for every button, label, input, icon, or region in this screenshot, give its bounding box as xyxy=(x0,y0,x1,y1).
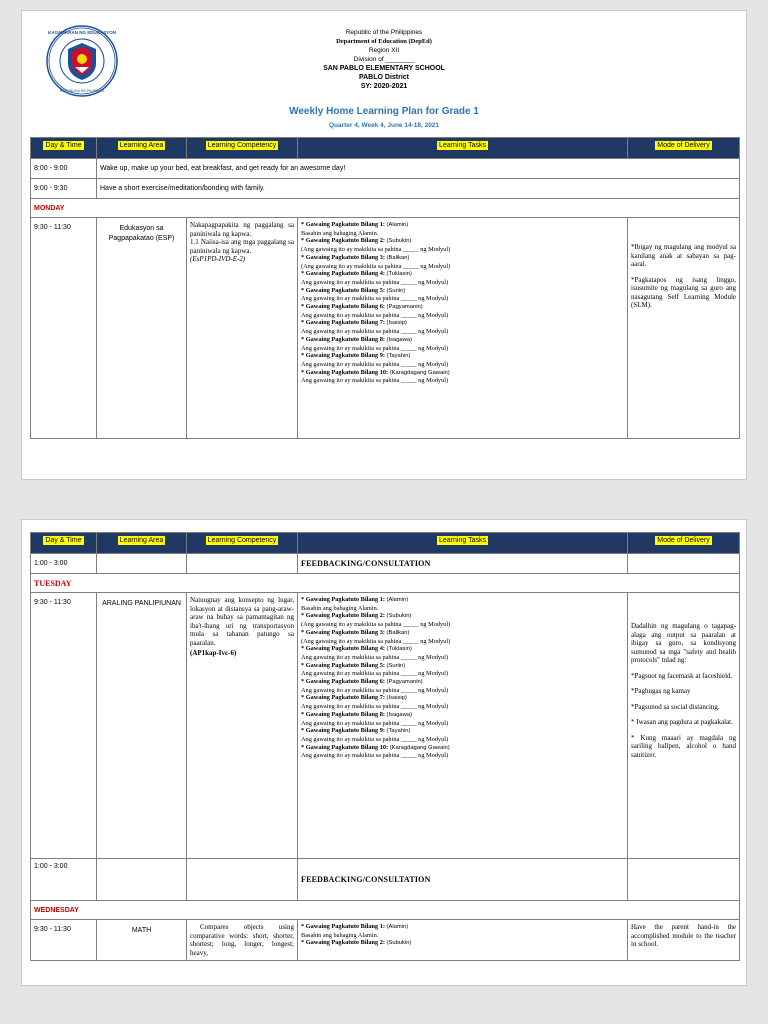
task-part: (Tayahin) xyxy=(386,728,411,735)
task-label: * Gawaing Pagkatuto Bilang 7: xyxy=(301,319,385,327)
table-row xyxy=(31,554,740,574)
task-label: * Gawaing Pagkatuto Bilang 8: xyxy=(301,710,385,718)
mode-text: *Pagsunod sa social distancing. xyxy=(631,702,720,711)
day-label: TUESDAY xyxy=(31,574,740,593)
day-label: WEDNESDAY xyxy=(31,901,740,920)
task-note: Ang gawaing ito ay makikita sa pahina _____ ng Modyul) xyxy=(301,670,449,678)
plan-page-1 xyxy=(21,10,747,480)
col-header-day-time: Day & Time xyxy=(45,537,82,544)
task-part: (Pagyamanin) xyxy=(386,304,423,311)
task-note: Ang gawaing ito ay makikita sa pahina _____ ng Modyul) xyxy=(301,703,449,711)
task-note: Basahin ang bahaging Alamin. xyxy=(301,229,379,237)
col-header-mode: Mode of Delivery xyxy=(657,537,710,544)
mode-of-delivery: Have the parent hand-in the accomplished module to the teacher in school. xyxy=(628,920,740,961)
learning-tasks xyxy=(298,218,628,439)
task-label: * Gawaing Pagkatuto Bilang 1: xyxy=(301,221,385,228)
task-note: Ang gawaing ito ay makikita sa pahina _____ ng Modyul) xyxy=(301,295,449,303)
task-part: (Balikan) xyxy=(386,254,410,261)
table-row xyxy=(31,859,740,901)
task-part: (Tayahin) xyxy=(386,353,411,360)
department-line: Department of Education (DepEd) xyxy=(336,38,432,45)
task-label: * Gawaing Pagkatuto Bilang 5: xyxy=(301,661,385,669)
day-row-tuesday xyxy=(31,574,740,593)
table-row xyxy=(31,159,740,179)
task-part: (Tuklasin) xyxy=(386,271,412,278)
task-part: (Alamin) xyxy=(386,222,409,228)
task-note: Ang gawaing ito ay makikita sa pahina _____ ng Modyul) xyxy=(301,360,449,368)
division-line: Division of ________ xyxy=(353,56,415,63)
mode-text: * Kung maaari ay magdala ng sariling ballpen, alcohol o hand sanitizer. xyxy=(631,733,736,759)
task-note: Ang gawaing ito ay makikita sa pahina _____ ng Modyul) xyxy=(301,377,449,385)
task-part: (Suriin) xyxy=(386,287,406,294)
republic-line: Republic of the Philippines xyxy=(345,29,423,36)
task-label: * Gawaing Pagkatuto Bilang 7: xyxy=(301,694,385,702)
plan-page-2 xyxy=(21,519,747,986)
task-label: * Gawaing Pagkatuto Bilang 4: xyxy=(301,645,385,653)
col-header-learning-area: Learning Area xyxy=(119,537,164,544)
task-part: (Isagawa) xyxy=(386,336,412,343)
task-note: Ang gawaing ito ay makikita sa pahina _____ ng Modyul) xyxy=(301,686,449,694)
learning-tasks xyxy=(298,920,628,961)
table-header-row xyxy=(31,138,740,159)
col-header-day-time: Day & Time xyxy=(45,142,82,149)
learning-area: ARALING PANLIPIUNAN xyxy=(97,593,187,859)
school-name: SAN PABLO ELEMENTARY SCHOOL xyxy=(323,65,445,72)
task-note: Ang gawaing ito ay makikita sa pahina _____ ng Modyul) xyxy=(301,328,449,336)
task-part: (Isagawa) xyxy=(386,711,412,718)
task-label: * Gawaing Pagkatuto Bilang 10: xyxy=(301,743,389,751)
document-header xyxy=(22,11,746,131)
row-activity: Have a short exercise/meditation/bonding with family. xyxy=(97,179,740,199)
task-note: (Ang gawaing ito ay makikita sa pahina _____ ng Modyul) xyxy=(301,246,451,254)
task-part: (Isaisip) xyxy=(386,320,407,327)
learning-competency xyxy=(187,593,298,859)
learning-area: Edukasyon sa Pagpapakatao (ESP) xyxy=(97,218,187,439)
mode-text: *Pagkatapos ng isang linggo, isusumite ng magulang sa guro ang nasagutang Self Learning Module (SLM). xyxy=(631,275,736,309)
row-activity: Wake up, make up your bed, eat breakfast, and get ready for an awesome day! xyxy=(97,159,740,179)
task-label: * Gawaing Pagkatuto Bilang 1: xyxy=(301,923,385,930)
row-time: 1:00 - 3:00 xyxy=(31,554,97,574)
learning-tasks xyxy=(298,593,628,859)
day-row-wednesday xyxy=(31,901,740,920)
competency-code: (EsP1PD-IVD-E-2) xyxy=(190,255,246,263)
competency-code: (AP1kap-Ivc-6) xyxy=(190,649,237,657)
task-part: (Subukin) xyxy=(386,940,412,947)
competency-text: Nakapagpapakita ng paggalang sa paniniwala ng kapwa. xyxy=(190,221,294,238)
col-header-learning-area: Learning Area xyxy=(119,142,164,149)
task-part: (Subukin) xyxy=(386,613,412,620)
page-title: Weekly Home Learning Plan for Grade 1 xyxy=(289,106,479,117)
task-note: (Ang gawaing ito ay makikita sa pahina _____ ng Modyul) xyxy=(301,637,451,645)
learning-plan-table xyxy=(30,532,740,961)
day-label: MONDAY xyxy=(31,199,740,218)
competency-text: Naiuugnay ang konsepto ng lugar, lokasyon at distansya sa pang-araw-araw na buhay sa pamamagitan ng iba't-ibang uri ng transportasyon mula sa tahanan patungo sa paaralan. xyxy=(190,596,294,647)
mode-text: *Ibigay ng magulang ang modyul sa kanilang anak at sabayan sa pag-aaral. xyxy=(631,243,736,268)
learning-area: MATH xyxy=(97,920,187,961)
col-header-competency: Learning Competency xyxy=(207,142,277,149)
row-time: 8:00 - 9:00 xyxy=(31,159,97,179)
lesson-row xyxy=(31,218,740,439)
task-label: * Gawaing Pagkatuto Bilang 9: xyxy=(301,352,385,360)
task-part: (Subukin) xyxy=(386,238,412,245)
task-part: (Pagyamanin) xyxy=(386,679,423,686)
task-label: * Gawaing Pagkatuto Bilang 10: xyxy=(301,368,389,376)
lesson-time: 9:30 - 11:30 xyxy=(31,920,97,961)
task-label: * Gawaing Pagkatuto Bilang 4: xyxy=(301,270,385,278)
lesson-time: 9:30 - 11:30 xyxy=(31,593,97,859)
task-part: (Isaisip) xyxy=(386,695,407,702)
task-label: * Gawaing Pagkatuto Bilang 2: xyxy=(301,939,385,947)
mode-text: * Iwasan ang pagdura at pagkakalat. xyxy=(631,718,733,726)
col-header-competency: Learning Competency xyxy=(207,537,277,544)
table-row xyxy=(31,179,740,199)
learning-competency: Compares objects using comparative words: short, shorter, shortest; long, longer, longest; heavy, xyxy=(187,920,298,961)
task-part: (Karagdagang Gawain) xyxy=(389,369,450,376)
task-note: Basahin ang bahaging Alamin. xyxy=(301,604,379,612)
task-part: (Balikan) xyxy=(386,629,410,636)
task-note: Ang gawaing ito ay makikita sa pahina _____ ng Modyul) xyxy=(301,278,449,286)
day-row-monday xyxy=(31,199,740,218)
task-note: Ang gawaing ito ay makikita sa pahina _____ ng Modyul) xyxy=(301,653,449,661)
task-label: * Gawaing Pagkatuto Bilang 9: xyxy=(301,727,385,735)
task-note: Ang gawaing ito ay makikita sa pahina _____ ng Modyul) xyxy=(301,752,449,760)
task-note: (Ang gawaing ito ay makikita sa pahina _____ ng Modyul) xyxy=(301,262,451,270)
seal-bottom-text: REPUBLIKA NG PILIPINAS xyxy=(59,89,105,93)
task-label: * Gawaing Pagkatuto Bilang 3: xyxy=(301,253,385,261)
task-label: * Gawaing Pagkatuto Bilang 1: xyxy=(301,596,385,603)
row-time: 9:00 - 9:30 xyxy=(31,179,97,199)
mode-text: *Paghugas ng kamay xyxy=(631,687,691,695)
quarter-subtitle: Quarter 4, Week 4, June 14-18, 2021 xyxy=(328,122,440,129)
mode-text: Dadalhin ng magulang o tagapag-alaga ang output sa paaralan at ibigay sa guro, sa kondisyong sumunod sa mga "safety and health protocols" tulad ng: xyxy=(631,622,736,664)
learning-plan-table xyxy=(30,137,740,439)
task-label: * Gawaing Pagkatuto Bilang 5: xyxy=(301,286,385,294)
col-header-tasks: Learning Tasks xyxy=(439,142,486,149)
col-header-tasks: Learning Tasks xyxy=(439,537,486,544)
task-note: Basahin ang bahaging Alamin. xyxy=(301,931,379,939)
task-label: * Gawaing Pagkatuto Bilang 8: xyxy=(301,335,385,343)
mode-text: *Pagsuot ng facemask at faceshield. xyxy=(631,671,733,680)
task-label: * Gawaing Pagkatuto Bilang 2: xyxy=(301,612,385,620)
feedback-label: FEEDBACKING/CONSULTATION xyxy=(298,859,628,901)
task-part: (Karagdagang Gawain) xyxy=(389,744,450,751)
task-label: * Gawaing Pagkatuto Bilang 6: xyxy=(301,678,385,686)
task-note: Ang gawaing ito ay makikita sa pahina _____ ng Modyul) xyxy=(301,311,449,319)
task-part: (Tuklasin) xyxy=(386,646,412,653)
task-note: (Ang gawaing ito ay makikita sa pahina _____ ng Modyul) xyxy=(301,621,451,629)
task-label: * Gawaing Pagkatuto Bilang 3: xyxy=(301,628,385,636)
task-label: * Gawaing Pagkatuto Bilang 2: xyxy=(301,237,385,245)
col-header-mode: Mode of Delivery xyxy=(657,142,710,149)
mode-of-delivery xyxy=(628,218,740,439)
feedback-label: FEEDBACKING/CONSULTATION xyxy=(298,554,628,574)
row-time: 1:00 - 3:00 xyxy=(31,859,97,901)
task-part: (Alamin) xyxy=(386,924,409,930)
lesson-row xyxy=(31,593,740,859)
task-note: Ang gawaing ito ay makikita sa pahina _____ ng Modyul) xyxy=(301,719,449,727)
competency-sub: 1.1 Naiisa-isa ang mga paggalang sa paniniwala ng kapwa. xyxy=(190,238,294,255)
task-part: (Suriin) xyxy=(386,662,406,669)
task-label: * Gawaing Pagkatuto Bilang 6: xyxy=(301,303,385,311)
task-note: Ang gawaing ito ay makikita sa pahina _____ ng Modyul) xyxy=(301,344,449,352)
school-year: SY: 2020-2021 xyxy=(360,83,408,90)
seal-text: KAGAWARAN NG EDUKASYON xyxy=(47,30,117,35)
task-note: Ang gawaing ito ay makikita sa pahina _____ ng Modyul) xyxy=(301,735,449,743)
learning-competency xyxy=(187,218,298,439)
lesson-time: 9:30 - 11:30 xyxy=(31,218,97,439)
district-name: PABLO District xyxy=(358,74,410,81)
lesson-row xyxy=(31,920,740,961)
table-header-row xyxy=(31,533,740,554)
mode-of-delivery xyxy=(628,593,740,859)
region-line: Region XII xyxy=(368,47,400,54)
task-part: (Alamin) xyxy=(386,597,409,603)
